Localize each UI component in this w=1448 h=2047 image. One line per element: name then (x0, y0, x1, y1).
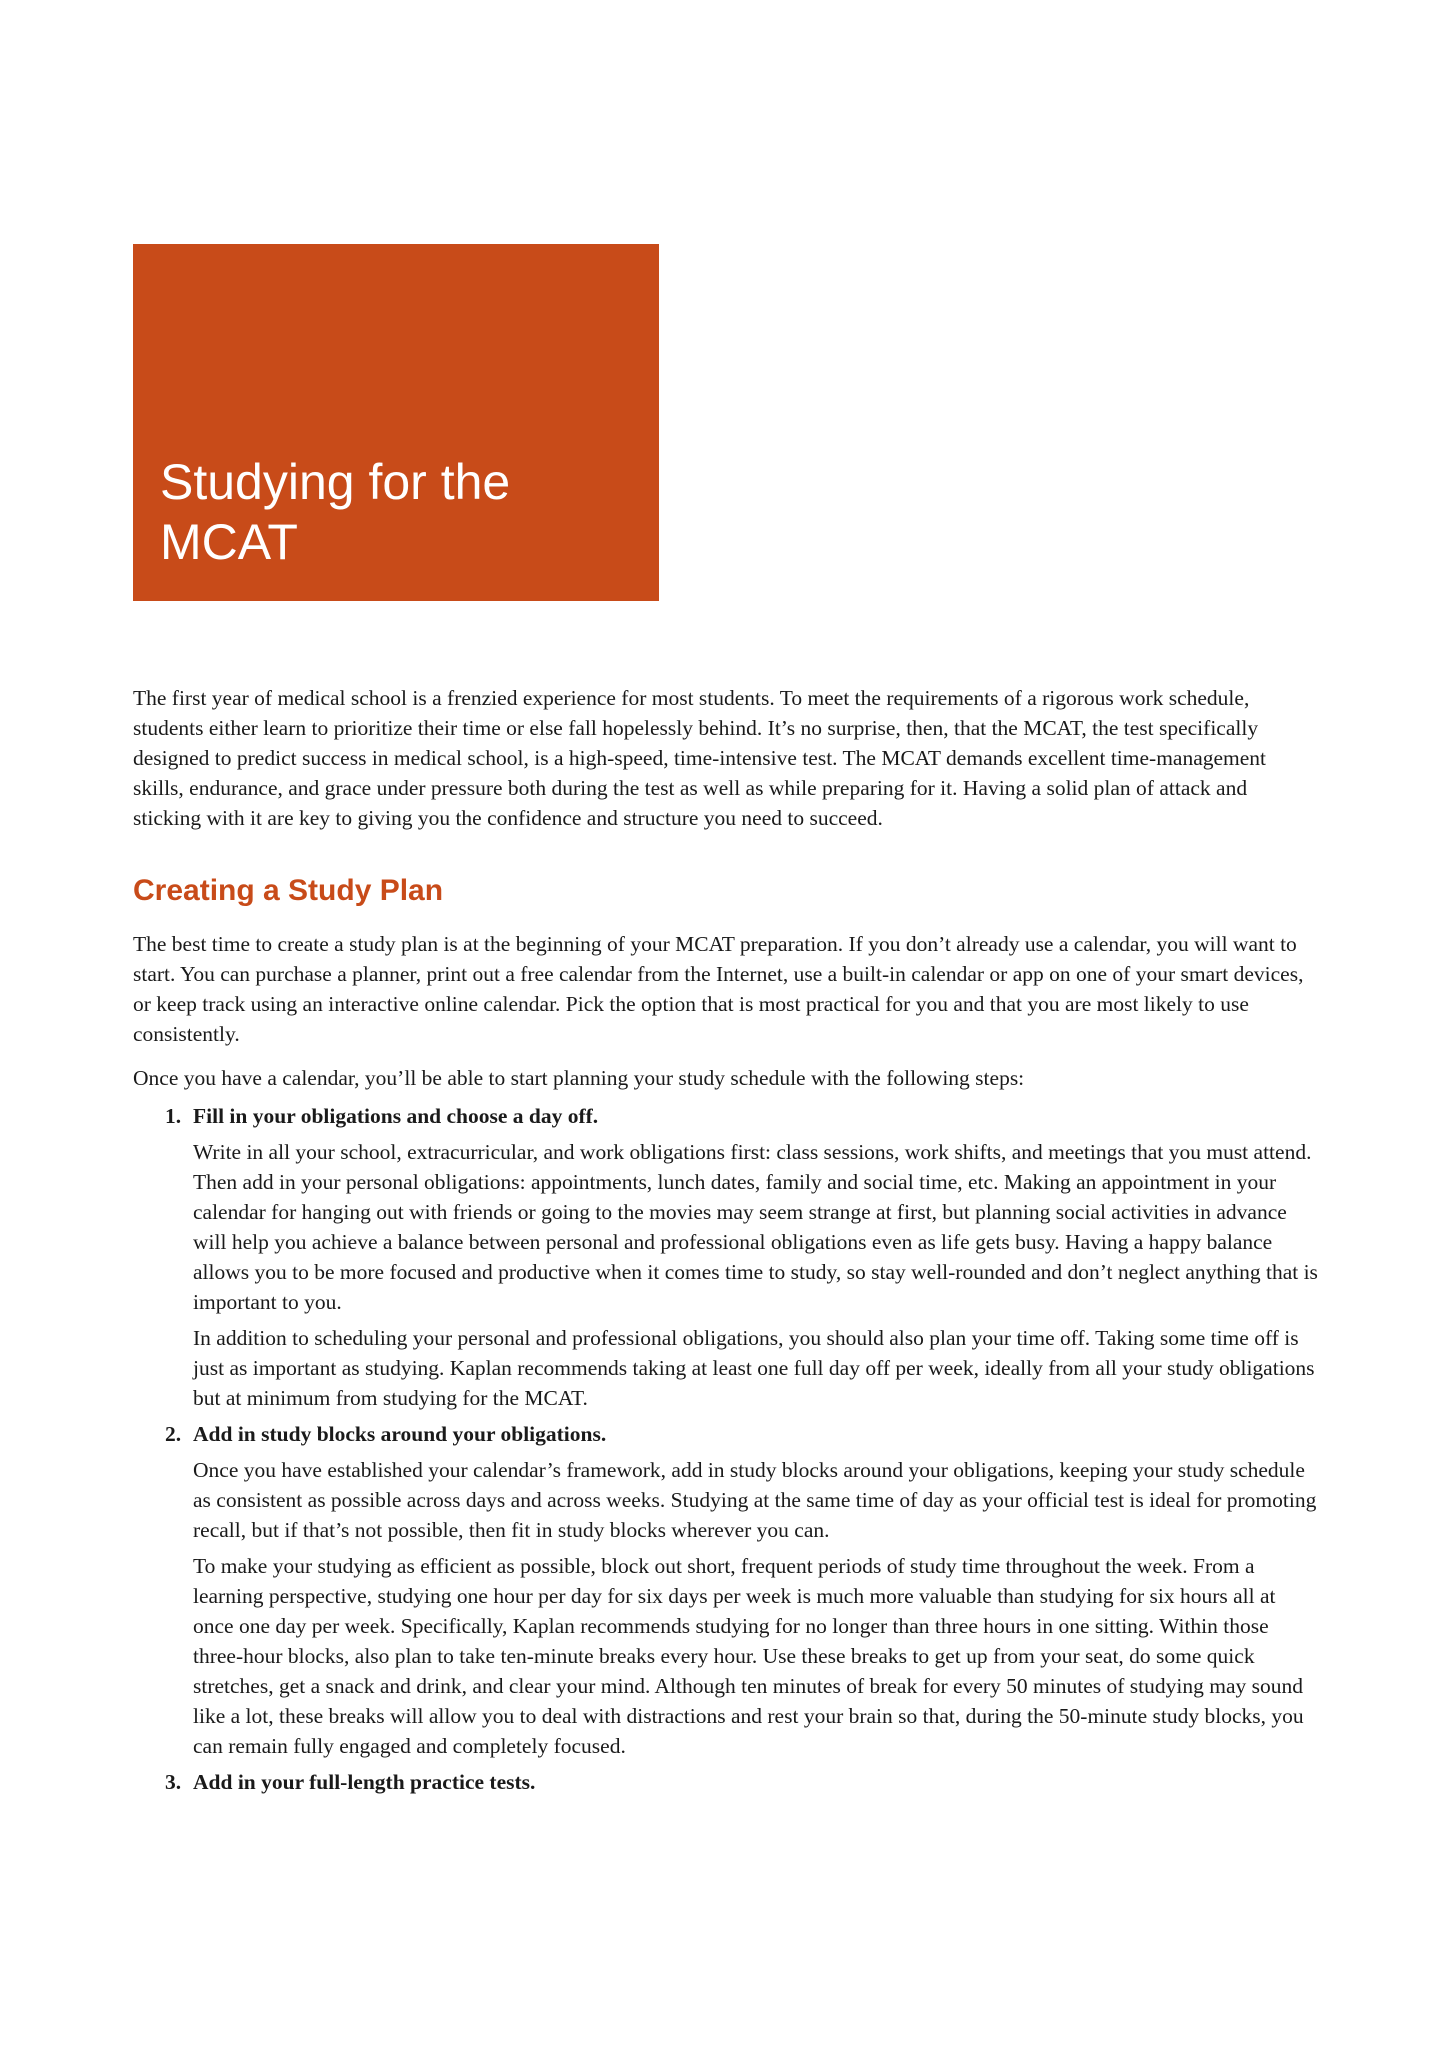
page-content (133, 683, 1318, 1803)
step-paragraph: Write in all your school, extracurricular, and work obligations first: class sessions, work shifts, and meetings that you must attend. Then add in your personal obligations: appointments, lunch dates, family and social time, etc. Making an appointment in your calendar for hanging out with friends or going to the movies may seem strange at first, but planning social activities in advance will help you achieve a balance between personal and professional obligations even as life gets busy. Having a happy balance allows you to be more focused and productive when it comes time to study, so stay well-rounded and don’t neglect anything that is important to you. (193, 1140, 1318, 1314)
step-1 (133, 1101, 1318, 1413)
page-title (160, 452, 640, 572)
step-3 (133, 1767, 1318, 1797)
step-2 (133, 1419, 1318, 1761)
page-title-line-1: Studying for the (160, 454, 511, 510)
step-paragraph: In addition to scheduling your personal and professional obligations, you should also plan your time off. Taking some time off is just as important as studying. Kaplan recommends taking at least one full day off per week, ideally from all your study obligations but at minimum from studying for the MCAT. (193, 1326, 1315, 1410)
step-number: 2. (165, 1422, 182, 1446)
step-title: Fill in your obligations and choose a day off. (193, 1104, 599, 1128)
section-paragraph-1: The best time to create a study plan is at the beginning of your MCAT preparation. If you don’t already use a calendar, you will want to start. You can purchase a planner, print out a free calendar from the Internet, use a built-in calendar or app on one of your smart devices, or keep track using an interactive online calendar. Pick the option that is most practical for you and that you are most likely to use consistently. (133, 932, 1304, 1046)
step-title: Add in study blocks around your obligations. (193, 1422, 607, 1446)
step-paragraph: Once you have established your calendar’s framework, add in study blocks around your obligations, keeping your study schedule as consistent as possible across days and across weeks. Studying at the same time of day as your official test is ideal for promoting recall, but if that’s not possible, then fit in study blocks wherever you can. (193, 1458, 1317, 1542)
step-title: Add in your full-length practice tests. (193, 1770, 536, 1794)
intro-paragraph: The first year of medical school is a frenzied experience for most students. To meet the requirements of a rigorous work schedule, students either learn to prioritize their time or else fall hopelessly behind. It’s no surprise, then, that the MCAT, the test specifically designed to predict success in medical school, is a high-speed, time-intensive test. The MCAT demands excellent time-management skills, endurance, and grace under pressure both during the test as well as while preparing for it. Having a solid plan of attack and sticking with it are key to giving you the confidence and structure you need to succeed. (133, 686, 1267, 830)
step-paragraph: To make your studying as efficient as possible, block out short, frequent periods of study time throughout the week. From a learning perspective, studying one hour per day for six days per week is much more valuable than studying for six hours all at once one day per week. Specifically, Kaplan recommends studying for no longer than three hours in one sitting. Within those three-hour blocks, also plan to take ten-minute breaks every hour. Use these breaks to get up from your seat, do some quick stretches, get a snack and drink, and clear your mind. Although ten minutes of break for every 50 minutes of studying may sound like a lot, these breaks will allow you to deal with distractions and rest your brain so that, during the 50-minute study blocks, you can remain fully engaged and completely focused. (193, 1554, 1304, 1758)
step-number: 1. (165, 1104, 182, 1128)
section-paragraph-2: Once you have a calendar, you’ll be able to start planning your study schedule with the following steps: (133, 1066, 1025, 1090)
steps-list (133, 1101, 1318, 1797)
title-banner (133, 244, 659, 601)
section-heading: Creating a Study Plan (133, 874, 444, 907)
page-title-line-2: MCAT (160, 514, 298, 570)
step-number: 3. (165, 1770, 182, 1794)
